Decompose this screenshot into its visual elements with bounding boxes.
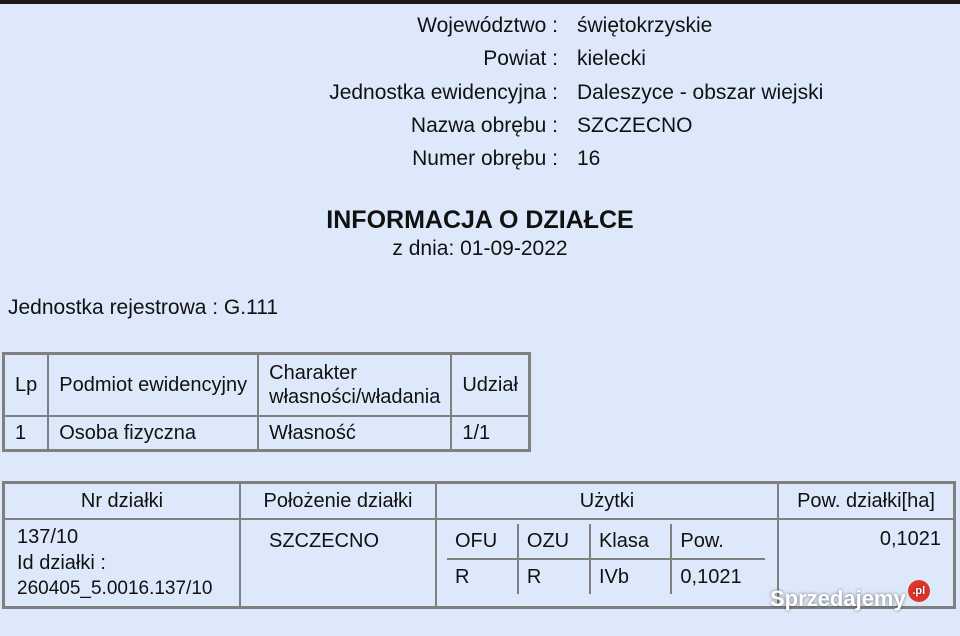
col-charakter-line2: własności/władania bbox=[269, 386, 441, 408]
owners-header-row bbox=[4, 354, 530, 417]
col-pow-dzialki: Pow. działki[ha] bbox=[778, 483, 955, 520]
header-value: 16 bbox=[577, 147, 601, 170]
uzytki-klasa: IVb bbox=[590, 559, 671, 594]
header-label: Numer obrębu : bbox=[412, 147, 558, 170]
header-row-wojewodztwo bbox=[0, 12, 960, 40]
watermark-logo bbox=[770, 586, 930, 612]
col-udzial: Udział bbox=[451, 354, 529, 417]
header-label: Województwo : bbox=[417, 14, 558, 37]
id-dzialki-label: Id działki : bbox=[17, 552, 106, 574]
cell-charakter: Własność bbox=[258, 416, 451, 451]
header-value: kielecki bbox=[577, 47, 646, 70]
table-row bbox=[4, 416, 530, 451]
uzytki-ofu: R bbox=[455, 565, 470, 588]
header-row-nazwa-obrebu bbox=[0, 112, 960, 140]
col-charakter bbox=[258, 354, 451, 417]
header-row-powiat bbox=[0, 45, 960, 73]
table-row bbox=[447, 559, 765, 594]
header-label: Powiat : bbox=[483, 47, 558, 70]
top-border-line bbox=[0, 0, 960, 4]
col-lp: Lp bbox=[4, 354, 49, 417]
nr-dzialki-value: 137/10 bbox=[17, 526, 79, 548]
parcel-header-row bbox=[4, 483, 955, 520]
header-value: SZCZECNO bbox=[577, 114, 693, 137]
header-row-numer-obrebu bbox=[0, 145, 960, 173]
document-title: INFORMACJA O DZIAŁCE bbox=[326, 206, 634, 234]
uzytki-col-klasa: Klasa bbox=[590, 524, 671, 559]
cell-pow-dzialki: 0,1021 bbox=[778, 519, 955, 608]
id-dzialki-value: 260405_5.0016.137/10 bbox=[17, 578, 213, 599]
header-row-jednostka-ewidencyjna bbox=[0, 79, 960, 107]
uzytki-ozu: R bbox=[518, 559, 590, 594]
owners-table bbox=[2, 352, 531, 452]
uzytki-col-pow: Pow. bbox=[671, 524, 765, 559]
uzytki-pow: 0,1021 bbox=[671, 559, 765, 594]
cell-lp: 1 bbox=[4, 416, 49, 451]
col-nr-dzialki: Nr działki bbox=[4, 483, 241, 520]
uzytki-table bbox=[447, 524, 765, 594]
cell-udzial: 1/1 bbox=[451, 416, 529, 451]
col-podmiot: Podmiot ewidencyjny bbox=[48, 354, 258, 417]
uzytki-header-row bbox=[447, 524, 765, 559]
watermark-badge: .pl bbox=[908, 580, 930, 602]
jednostka-rejestrowa: Jednostka rejestrowa : G.111 bbox=[8, 296, 279, 319]
col-charakter-line1: Charakter bbox=[269, 362, 357, 384]
col-polozenie: Położenie działki bbox=[240, 483, 436, 520]
watermark-text: Sprzedajemy bbox=[770, 586, 906, 611]
header-value: świętokrzyskie bbox=[577, 14, 713, 37]
cell-podmiot: Osoba fizyczna bbox=[48, 416, 258, 451]
cell-nr-dzialki bbox=[4, 519, 241, 608]
uzytki-col-ozu: OZU bbox=[518, 524, 590, 559]
uzytki-col-ofu: OFU bbox=[447, 524, 518, 559]
cell-polozenie: SZCZECNO bbox=[240, 519, 436, 608]
header-value: Daleszyce - obszar wiejski bbox=[577, 81, 824, 104]
cell-uzytki bbox=[436, 519, 778, 608]
header-label: Jednostka ewidencyjna : bbox=[329, 81, 558, 104]
document-date: z dnia: 01-09-2022 bbox=[392, 237, 568, 260]
header-label: Nazwa obrębu : bbox=[410, 114, 558, 137]
col-uzytki: Użytki bbox=[436, 483, 778, 520]
